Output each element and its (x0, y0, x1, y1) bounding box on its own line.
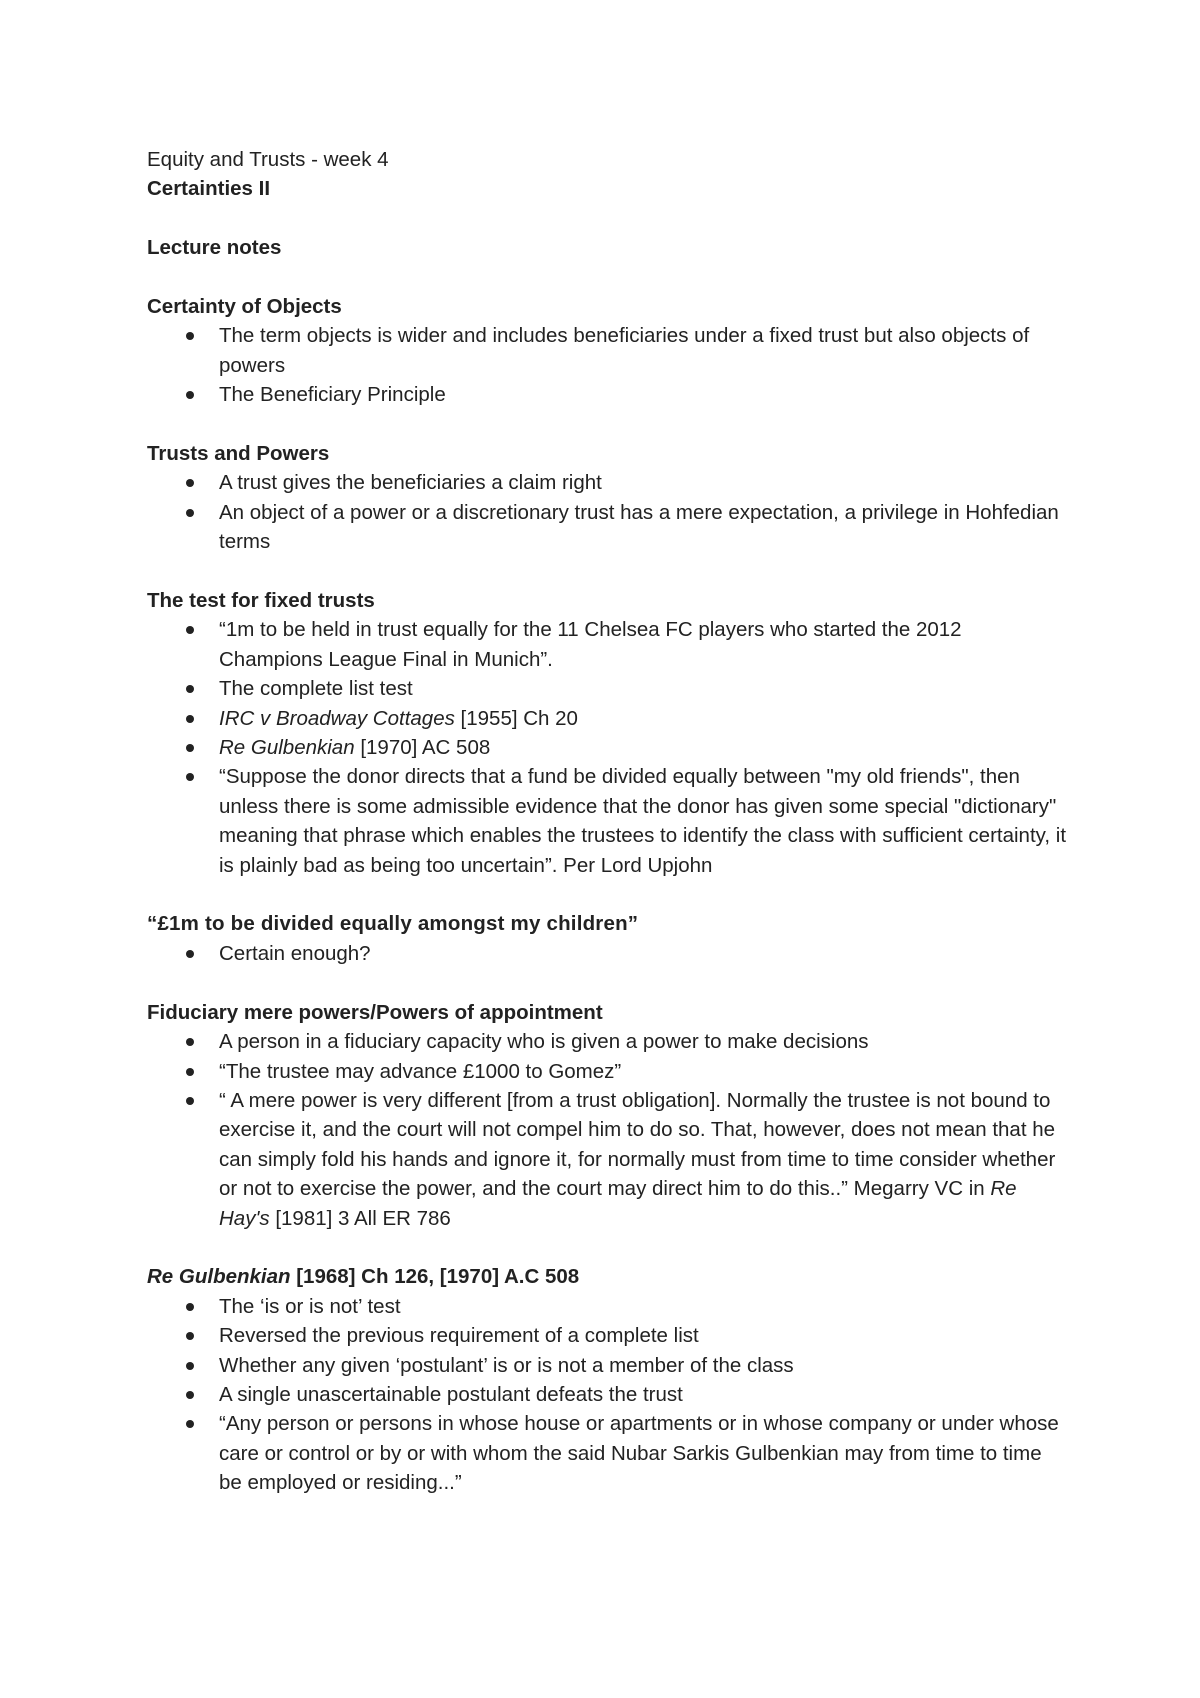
gulbenkian-list (147, 1292, 1067, 1498)
list-item: “Suppose the donor directs that a fund be divided equally between "my old friends", then unless there is some admissible evidence that the donor has given some special "dictionary" meaning that phrase which enables the trustees to identify the class with sufficient certainty, it is plainly bad as being too uncertain”. Per Lord Upjohn (147, 762, 1067, 880)
fixed-trusts-list (147, 615, 1067, 880)
case-name: Re Hay's (219, 1177, 1017, 1230)
quote-text: “ A mere power is very different [from a trust obligation]. Normally the trustee is not bound to exercise it, and the court will not compel him to do so. That, however, does not mean that he can simply fold his hands and ignore it, for normally must from time to time consider whether or not to exercise the power, and the court may direct him to do this..” Megarry VC in (219, 1088, 1056, 1201)
section-heading-fiduciary: Fiduciary mere powers/Powers of appointment (147, 1000, 603, 1024)
section-heading-trusts-powers: Trusts and Powers (147, 442, 330, 466)
list-item: Whether any given ‘postulant’ is or is not a member of the class (147, 1351, 1067, 1380)
section-heading-fixed-trusts: The test for fixed trusts (147, 589, 375, 613)
section-heading-gulbenkian (147, 1262, 1067, 1291)
list-item: An object of a power or a discretionary trust has a mere expectation, a privilege in Hohfedian terms (147, 498, 1067, 557)
case-name: Re Gulbenkian (219, 736, 355, 760)
list-item (147, 1086, 1067, 1233)
case-citation: [1981] 3 All ER 786 (269, 1206, 451, 1230)
list-item: The term objects is wider and includes beneficiaries under a fixed trust but also objects of powers (147, 321, 1067, 380)
fiduciary-list (147, 1027, 1067, 1233)
doc-title: Equity and Trusts - week 4 (147, 148, 389, 171)
case-citation: [1970] AC 508 (354, 736, 491, 760)
list-item: The ‘is or is not’ test (147, 1292, 1067, 1321)
spacer (147, 204, 1067, 233)
objects-list (147, 321, 1067, 409)
list-item: Reversed the previous requirement of a complete list (147, 1321, 1067, 1350)
list-item: Certain enough? (147, 939, 1067, 968)
list-item: A single unascertainable postulant defeats the trust (147, 1380, 1067, 1409)
spacer (147, 1233, 1067, 1262)
case-citation: [1955] Ch 20 (454, 706, 578, 730)
case-citation: [1968] Ch 126, [1970] A.C 508 (290, 1265, 580, 1289)
spacer (147, 410, 1067, 439)
section-heading-children: “£1m to be divided equally amongst my children” (147, 912, 639, 936)
doc-subtitle: Certainties II (147, 177, 271, 201)
lecture-heading: Lecture notes (147, 236, 282, 260)
section-heading-objects: Certainty of Objects (147, 295, 342, 318)
list-item: The complete list test (147, 674, 1067, 703)
list-item: A person in a fiduciary capacity who is given a power to make decisions (147, 1027, 1067, 1056)
case-name: IRC v Broadway Cottages (219, 706, 455, 730)
spacer (147, 557, 1067, 586)
document-page (147, 145, 1067, 1498)
list-item (147, 733, 1067, 762)
list-item: A trust gives the beneficiaries a claim right (147, 468, 1067, 497)
case-name: Re Gulbenkian (147, 1265, 291, 1289)
children-list (147, 939, 1067, 968)
list-item: “Any person or persons in whose house or apartments or in whose company or under whose care or control or by or with whom the said Nubar Sarkis Gulbenkian may from time to time be employed or residing...” (147, 1409, 1067, 1497)
spacer (147, 968, 1067, 997)
list-item: “1m to be held in trust equally for the 11 Chelsea FC players who started the 2012 Champions League Final in Munich”. (147, 615, 1067, 674)
list-item (147, 704, 1067, 733)
trusts-powers-list (147, 468, 1067, 556)
spacer (147, 880, 1067, 909)
list-item: The Beneficiary Principle (147, 380, 1067, 409)
spacer (147, 263, 1067, 292)
list-item: “The trustee may advance £1000 to Gomez” (147, 1057, 1067, 1086)
